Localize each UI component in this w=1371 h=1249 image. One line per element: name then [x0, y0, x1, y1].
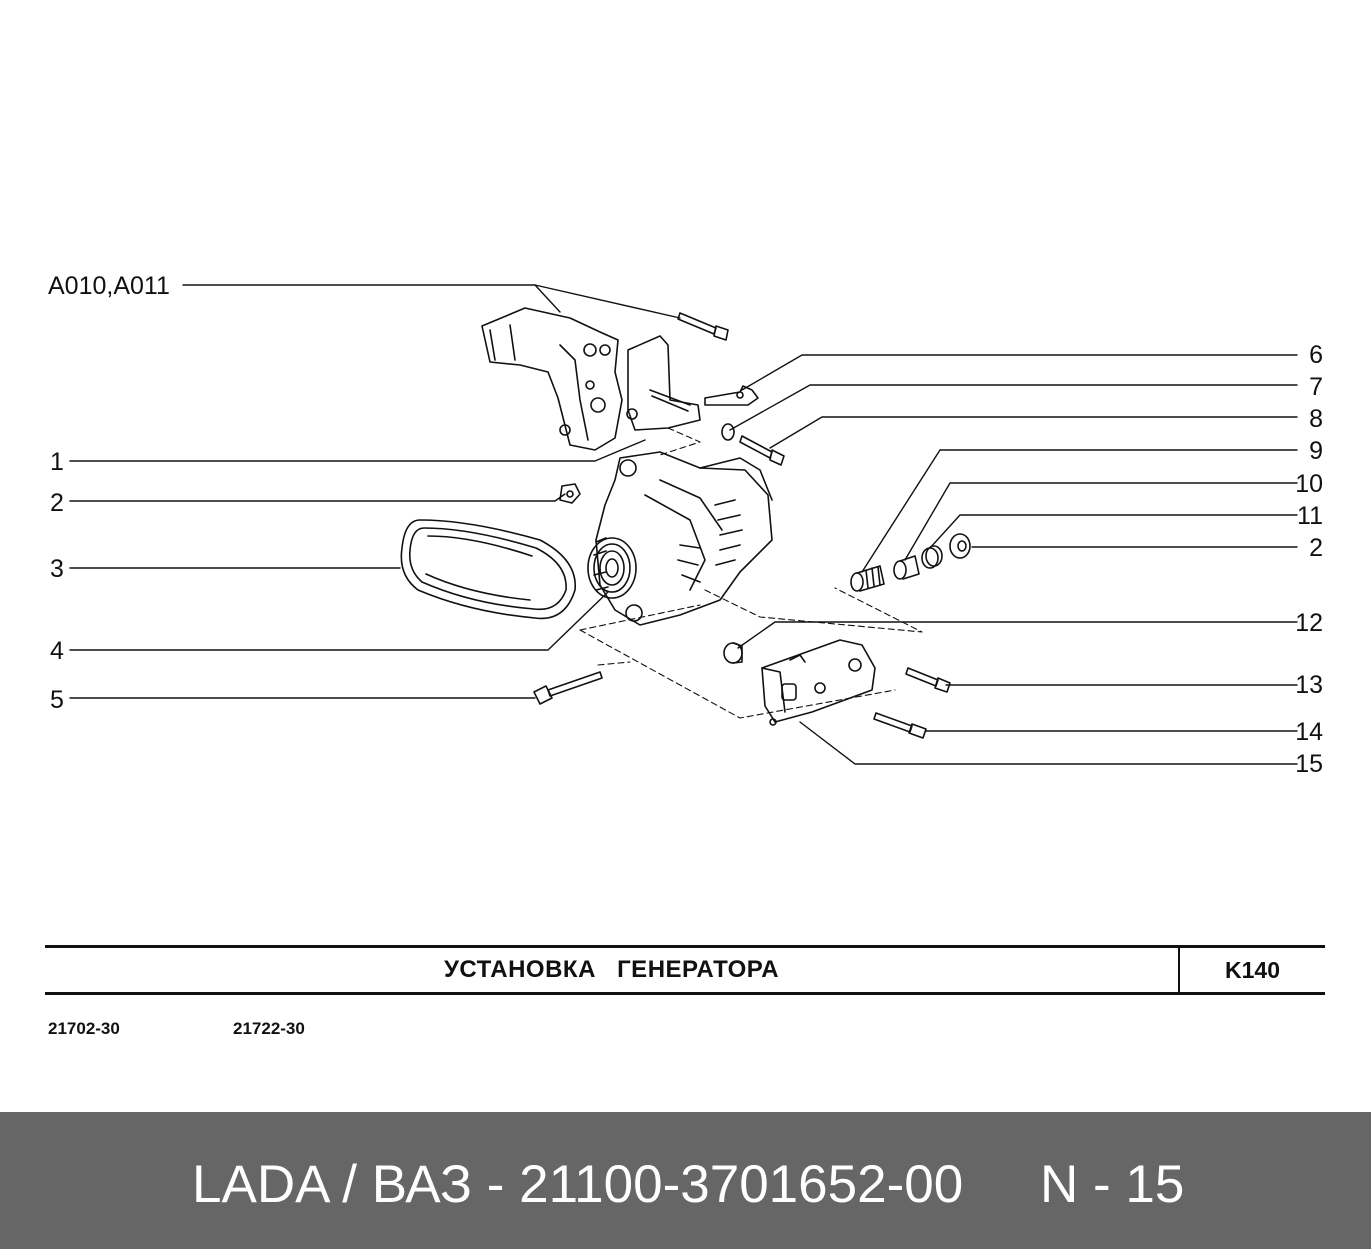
nut-2-left: [560, 484, 580, 503]
washer-7: [722, 424, 734, 440]
bolt-5: [534, 672, 602, 704]
callout-ref: A010,A011: [48, 272, 170, 300]
callout-10: 10: [1295, 470, 1323, 498]
callout-14: 14: [1295, 718, 1323, 746]
model-code-2: 21722-30: [233, 1019, 305, 1038]
assembly-dashed-lines: [580, 428, 922, 718]
callout-6: 6: [1309, 341, 1323, 369]
callout-5: 5: [50, 686, 64, 714]
tensioner-bracket: [762, 640, 875, 725]
tension-link: [705, 386, 758, 405]
title-block: [45, 945, 1325, 995]
drive-belt: [401, 520, 575, 618]
callout-15: 15: [1295, 750, 1323, 778]
sleeve-10: [894, 556, 919, 579]
footer-part-number: LADA / ВАЗ - 21100-3701652-00: [192, 1155, 964, 1214]
diagram-code: K140: [1225, 957, 1280, 983]
bushing-9: [851, 566, 884, 591]
nut-2-right: [950, 534, 970, 558]
bolt-14: [874, 713, 926, 738]
callout-3: 3: [50, 555, 64, 583]
alternator: [588, 452, 772, 625]
bolt-a010: [678, 313, 728, 340]
callout-11: 11: [1297, 502, 1323, 530]
bushing-11: [922, 546, 942, 568]
callout-13: 13: [1295, 671, 1323, 699]
callout-2: 2: [50, 489, 64, 517]
diagram-title: УСТАНОВКА ГЕНЕРАТОРА: [443, 956, 780, 983]
footer-page-number: N - 15: [1040, 1155, 1185, 1214]
callout-2-right: 2: [1309, 534, 1323, 562]
bolt-13: [906, 668, 950, 692]
callout-12: 12: [1295, 609, 1323, 637]
callout-9: 9: [1309, 437, 1323, 465]
callout-7: 7: [1309, 373, 1323, 401]
callout-4: 4: [50, 637, 64, 665]
callout-8: 8: [1309, 405, 1323, 433]
bolt-8: [740, 436, 784, 465]
model-code-1: 21702-30: [48, 1019, 120, 1038]
alternator-bracket: [482, 308, 700, 450]
leader-lines: [70, 285, 1297, 764]
spacer-12: [724, 643, 742, 663]
footer-bar: [0, 1112, 1371, 1249]
callout-1: 1: [50, 448, 64, 476]
